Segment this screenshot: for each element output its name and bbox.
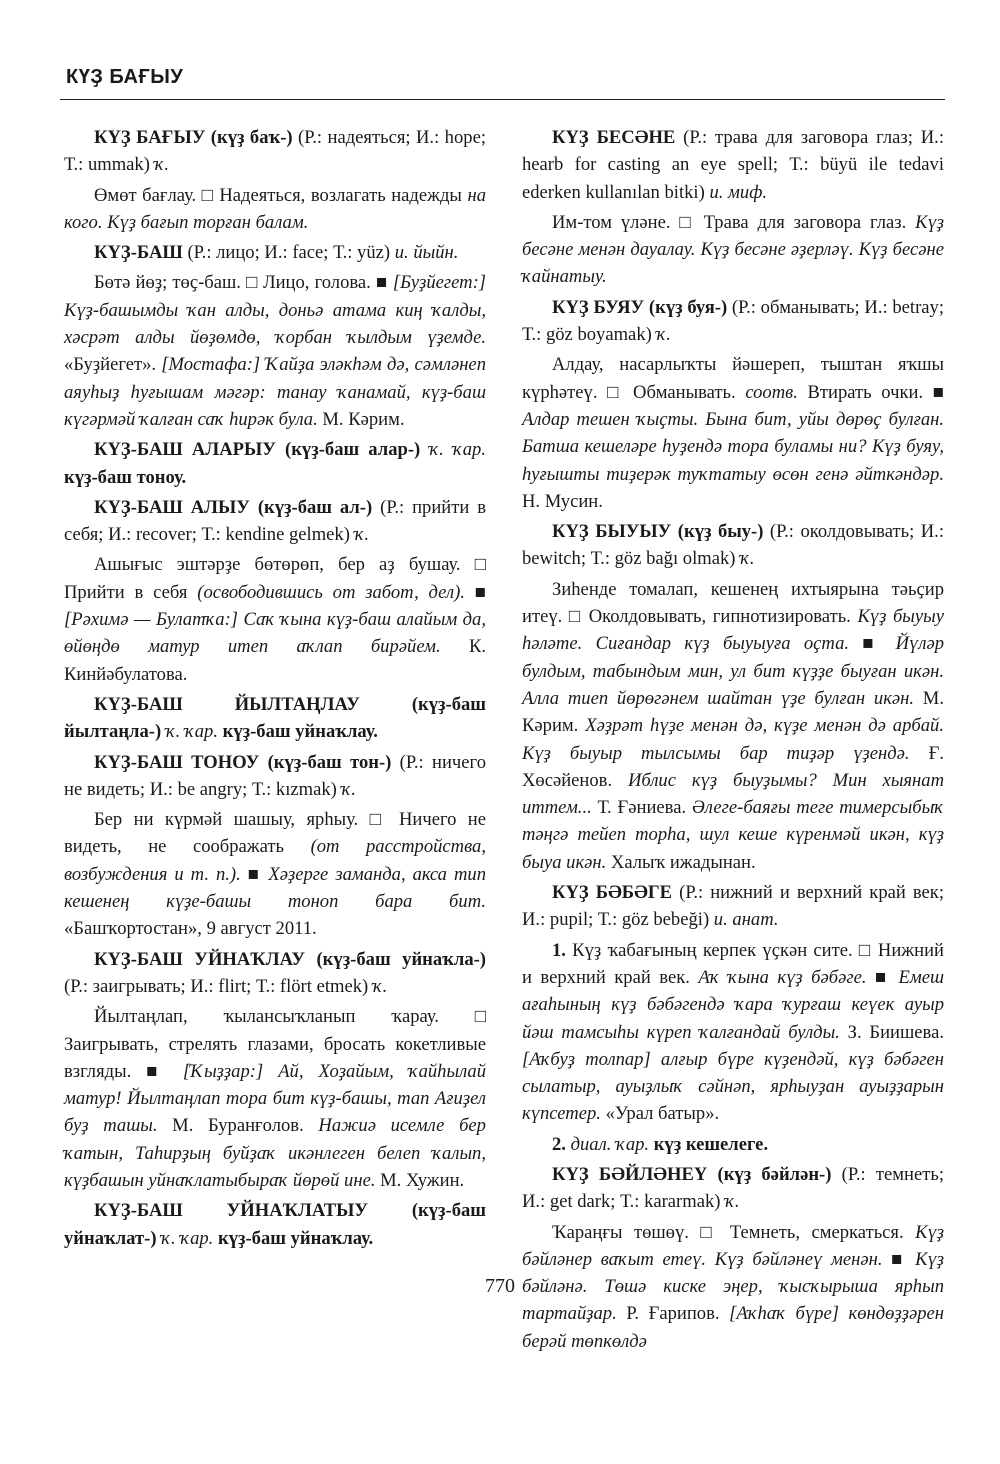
italic-text: [Аҡбуҙ толпар] алғыр бүре күҙендәй, күҙ бәбәген сылатыр, ауыҙлыҡ сәйнәп, ярһыуҙан ауыҙҙарын күпсетер.: [522, 1048, 944, 1125]
italic-text: [Рәхимә — Булатҡа:] Саҡ ҡына күҙ-баш алайым да, өйөңдө матур итеп аҡлап бирәйем.: [64, 609, 486, 658]
entry-text: (Р.: обманывать; И.: betray; Т.: göz boyamak): [522, 296, 944, 346]
dictionary-entry-body: [64, 551, 486, 687]
italic-text: на кого. Күҙ бағып торған балам.: [64, 184, 486, 233]
italic-text: соотв.: [745, 381, 798, 403]
entry-text: ■: [849, 633, 896, 655]
entry-text: ■: [866, 966, 899, 988]
entry-text: З. Биишева.: [839, 1021, 944, 1043]
entry-text: Н. Мусин.: [522, 490, 603, 512]
italic-text: ҡ. ҡар.: [161, 1227, 214, 1249]
italic-text: ҡ.: [740, 548, 755, 570]
entry-text: [420, 439, 429, 460]
headword-text: КҮҘ БАҒЫУ (күҙ баҡ-): [94, 127, 293, 148]
dictionary-entry-head: [522, 879, 944, 934]
headword-text: КҮҘ-БАШ: [94, 242, 183, 264]
entry-text: М. Кәрим.: [317, 408, 405, 430]
headword-text: КҮҘ-БАШ УЙНАҠЛАТЫУ (күҙ-баш уйнаҡлат-): [64, 1200, 486, 1249]
dictionary-entry-body: [522, 209, 944, 291]
entry-text: Йылтаңлап, ҡылансыҡланып ҡарау. □ Заигрывать, стрелять глазами, бросать кокетливые взгляды. ■: [64, 1006, 486, 1082]
entry-text: (Р.: прийти в себя; И.: recover; Т.: kendine gelmek): [64, 496, 486, 546]
entry-text: Өмөт бағлау. □ Надеяться, возлагать надежды: [94, 184, 468, 206]
italic-text: и. миф.: [709, 181, 768, 203]
italic-text: ҡ.: [725, 1191, 740, 1213]
entry-text: Ҡараңғы төшөү. □ Темнеть, смеркаться.: [552, 1221, 916, 1243]
dictionary-entry-head: [64, 494, 486, 549]
dictionary-entry-head: [64, 749, 486, 804]
dictionary-entry-head: [64, 1197, 486, 1252]
entry-text: Бөтә йөҙ; төҫ-баш. □ Лицо, голова. ■: [94, 272, 393, 294]
dictionary-entry-body: [64, 806, 486, 942]
page-number: 770: [485, 1275, 515, 1297]
entry-text: (Р.: трава для заговора глаз; И.: hearb for casting an eye spell; Т.: büyü ile tedavi ederken kullanılan bitki): [522, 127, 944, 203]
entry-text: М. Буранғолов.: [157, 1115, 319, 1137]
italic-text: Алдар тешен ҡыҫты. Бына бит, уйы дөрөҫ булған. Батша кешеләре һуҙендә тора буламы ни? Күҙ буяу, һуғышты тиҙерәк туҡтатыу өсөн генә әйткәндәр.: [522, 408, 944, 485]
italic-text: Әлеге-баяғы теге тимерсыбыҡ тәңгә тейеп торһа, шул кеше күренмәй икән, күҙ быуа икән.: [522, 797, 944, 873]
entry-text: К. Кинйәбулатова.: [64, 636, 486, 685]
entry-text: ■: [464, 581, 486, 603]
entry-text: ■: [240, 863, 269, 885]
dictionary-entry-head: [64, 946, 486, 1001]
entry-text: (Р.: ничего не видеть; И.: be angry; Т.: kızmak): [64, 751, 486, 800]
italic-text: ҡ.: [341, 778, 356, 800]
italic-text: (освободившись от забот, дел).: [197, 581, 465, 603]
headword-text: КҮҘ-БАШ УЙНАҠЛАУ (күҙ-баш уйнаҡла-): [94, 948, 486, 970]
entry-text: (Р.: нижний и верхний край век; И.: pupil; Т.: göz bebeği): [522, 882, 944, 931]
entry-text: «Урал батыр».: [600, 1103, 720, 1125]
entry-text: Бер ни күрмәй шашыу, ярһыу. □ Ничего не видеть, не соображать: [64, 809, 486, 858]
headword-text: КҮҘ БЕСӘНЕ: [552, 127, 676, 148]
italic-text: [Ҡыҙҙар:] Ай, Хоҙайым, ҡайһылай матур! Йылтаңлап тора бит күҙ-башы, тап Ағиҙел буҙ ташы.: [64, 1060, 486, 1137]
entry-text: Ашығыс эштәрҙе бөтөрөп, бер аҙ бушау. □ Прийти в себя: [64, 554, 486, 603]
running-head: КҮҘ БАҒЫУ: [66, 66, 184, 88]
headword-text: күҙ-баш уйнаҡлау.: [217, 1227, 374, 1249]
entry-text: (Р.: темнеть; И.: get dark; Т.: kararmak): [522, 1163, 944, 1213]
entry-text: (Р.: околдовывать; И.: bewitch; Т.: göz bağı olmak): [522, 521, 944, 570]
entry-text: Р. Ғарипов.: [616, 1303, 730, 1325]
italic-text: Хәҙрәт һүҙе менән дә, күҙе менән дә арбай. Күҙ быуыр тылсымы бар тиҙәр үҙендә.: [522, 715, 944, 764]
dictionary-entry-body: [522, 1131, 944, 1158]
header-rule: [60, 99, 945, 100]
entry-text: (Р.: заигрывать; И.: flirt; Т.: flört etmek): [64, 975, 373, 997]
italic-text: Нажиә исемле бер ҡатын, Таһирҙың буйҙаҡ икәнлеген белеп ҡалып, күҙбашын уйнаҡлатыбыраҡ йөрөй ине.: [64, 1115, 486, 1191]
dictionary-entry-head: [64, 124, 486, 179]
dictionary-entry-head: [522, 294, 944, 349]
headword-text: КҮҘ-БАШ ТОНОУ (күҙ-баш тон-): [94, 751, 392, 773]
italic-text: ҡ.: [656, 324, 671, 346]
dictionary-entry-head: [64, 239, 486, 266]
entry-text: Им-том үләне. □ Трава для заговора глаз.: [552, 211, 916, 233]
italic-text: Күҙ бәйләнә. Төшә киске эңер, ҡысҡырыша ярһып тартайҙар.: [522, 1248, 944, 1325]
entry-text: (Р.: надеяться; И.: hope; Т.: ummak): [64, 127, 486, 176]
entry-text: Зиһенде томалап, кешенең ихтыярына тәьҫир итеү. □ Околдовывать, гипнотизировать.: [522, 578, 944, 628]
italic-text: [Буҙйегет:] Күҙ-башымды ҡан алды, доньә атама киң ҡалды, хәсрәт алды йөҙөмдө, ҡорбан ҡылдым үҙемде.: [64, 272, 486, 349]
italic-text: ҡ.: [354, 524, 370, 546]
italic-text: Хәҙерге заманда, акса тип кешенең күҙе-башы тоноп бара бит.: [64, 863, 486, 913]
headword-text: КҮҘ-БАШ АЛЫУ (күҙ-баш ал-): [94, 496, 373, 518]
entry-text: М. Кәрим.: [522, 687, 944, 737]
entry-text: Т. Ғәниева.: [591, 797, 692, 819]
dictionary-entry-body: [64, 1003, 486, 1194]
headword-text: күҙ кешелеге.: [653, 1133, 769, 1155]
dictionary-entry-head: [522, 1161, 944, 1216]
entry-text: Ғ. Хөсәйенов.: [522, 742, 944, 791]
italic-text: и. анат.: [713, 909, 779, 931]
italic-text: Күҙ бесәне менән дауалау. Күҙ бесәне әҙерләү. Күҙ бесәне ҡайнатыу.: [522, 211, 944, 288]
entry-text: Күҙ ҡабағының керпек үҫкән ситe. □ Нижний и верхний край век.: [522, 939, 944, 988]
dictionary-entry-head: [522, 124, 944, 206]
entry-text: Втирать очки. ■: [797, 381, 944, 403]
italic-text: ҡ.: [154, 154, 170, 176]
dictionary-entry-head: [522, 518, 944, 573]
entry-text: (Р.: лицо; И.: face; Т.: yüz): [182, 242, 395, 264]
entry-text: М. Хужин.: [375, 1169, 465, 1191]
italic-text: Күҙ бәйләнер ваҡыт етеү. Күҙ бәйләнеү менән.: [522, 1221, 944, 1270]
italic-text: [Мостафа:] Ҡайҙа эләкһәм дә, сәмләнеп аяуһыҙ һуғышам мәгәр: танау ҡанамай, күҙ-баш күгәрмәй ҡалған саҡ һирәк була.: [64, 354, 486, 430]
entry-text: «Буҙйегет».: [64, 354, 162, 376]
headword-text: КҮҘ БУЯУ (күҙ буя-): [552, 296, 728, 318]
italic-text: Аҡ ҡына күҙ бәбәге.: [698, 966, 867, 988]
left-column: [64, 124, 486, 1252]
right-column: [522, 124, 944, 1355]
italic-text: ҡ. ҡар.: [429, 439, 486, 461]
headword-text: КҮҘ БӘЙЛӘНЕҮ (күҙ бәйлән-): [552, 1163, 832, 1185]
headword-text: КҮҘ-БАШ ЙЫЛТАҢЛАУ (күҙ-баш йылтаңла-): [64, 693, 486, 743]
dictionary-entry-head: [64, 691, 486, 746]
headword-text: КҮҘ БӘБӘГЕ: [552, 882, 673, 904]
entry-text: ■: [882, 1248, 916, 1270]
headword-text: 2.: [552, 1133, 566, 1155]
italic-text: Иблис күҙ быуҙымы? Мин хыянат иттем...: [522, 769, 944, 819]
italic-text: Емеш ағаһының күҙ бәбәгендә ҡара ҡурғаш кеүек ауыр йәш тамсыһы күреп ҡалғандай булды.: [522, 966, 945, 1043]
entry-text: Алдау, насарлыҡты йәшереп, тыштан яҡшы күрһәтеү. □ Обманывать.: [522, 354, 944, 403]
dictionary-entry-body: [64, 269, 486, 433]
italic-text: Йүләр булдым, табындым мин, ул бит күҙҙе быуған икән. Алла тиеп йөрөгәнем шайтан үҙе булған икән.: [522, 633, 944, 709]
headword-text: КҮҘ БЫУЫУ (күҙ быу-): [552, 521, 764, 543]
headword-text: 1.: [552, 939, 566, 961]
headword-text: күҙ-баш уйнаҡлау.: [222, 721, 378, 743]
entry-text: Халыҡ ижадынан.: [606, 851, 756, 873]
italic-text: (от расстройства, возбуждения и т. п.).: [64, 836, 486, 885]
entry-text: «Башҡортостан», 9 август 2011.: [64, 918, 317, 940]
dictionary-entry-head: [64, 436, 486, 491]
dictionary-entry-body: [64, 182, 486, 237]
dictionary-entry-body: [522, 937, 944, 1128]
italic-text: ҡ. ҡар.: [165, 721, 218, 743]
headword-text: КҮҘ-БАШ АЛАРЫУ (күҙ-баш алар-): [94, 439, 421, 461]
italic-text: и. йыйн.: [394, 242, 459, 264]
dictionary-entry-body: [522, 351, 944, 515]
headword-text: күҙ-баш тоноу.: [64, 466, 187, 488]
italic-text: ҡ.: [372, 975, 388, 997]
dictionary-entry-body: [522, 576, 944, 876]
italic-text: [Аҡһаҡ бүре] көндөҙҙәрен берәй төпкөлдә: [522, 1303, 944, 1352]
italic-text: диал. ҡар.: [570, 1133, 650, 1155]
italic-text: Күҙ быуыу һәләте. Сиғандар күҙ быуыуға оҫта.: [522, 606, 944, 655]
